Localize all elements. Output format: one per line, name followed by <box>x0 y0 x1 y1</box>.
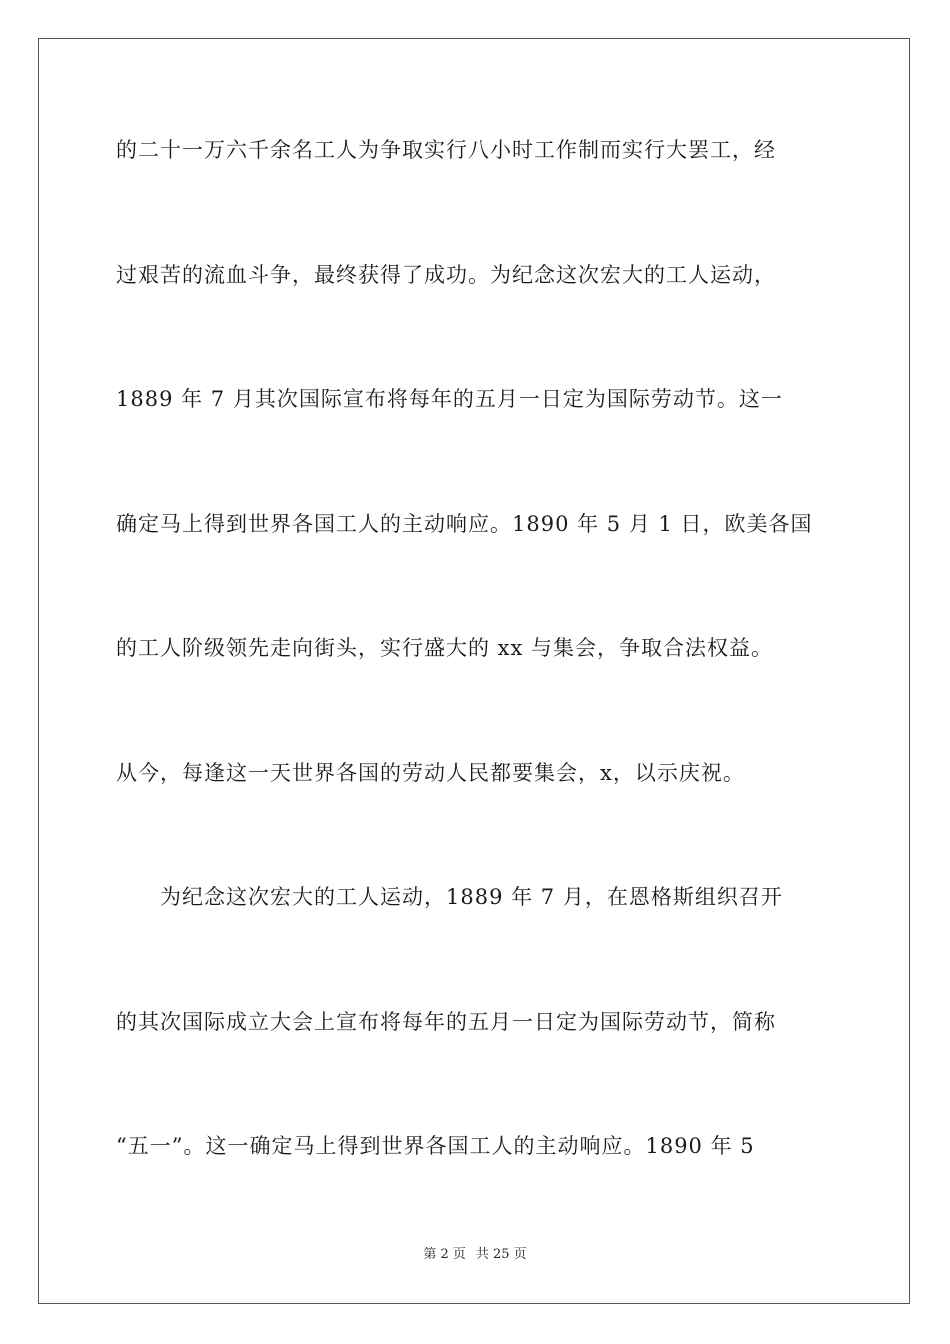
text-line: 过艰苦的流血斗争，最终获得了成功。为纪念这次宏大的工人运动， <box>116 263 776 287</box>
page-footer <box>0 1246 950 1264</box>
page-total: 共 25 页 <box>475 1247 527 1262</box>
text-line: 的二十一万六千余名工人为争取实行八小时工作制而实行大罢工，经 <box>116 138 776 162</box>
text-line: “五一”。这一确定马上得到世界各国工人的主动响应。1890 年 5 <box>116 1134 755 1158</box>
text-line: 1889 年 7 月其次国际宣布将每年的五月一日定为国际劳动节。这一 <box>116 387 783 411</box>
text-line: 的工人阶级领先走向街头，实行盛大的 xx 与集会，争取合法权益。 <box>116 636 774 660</box>
text-line: 从今，每逢这一天世界各国的劳动人民都要集会，x，以示庆祝。 <box>116 761 745 785</box>
text-line: 确定马上得到世界各国工人的主动响应。1890 年 5 月 1 日，欧美各国 <box>116 512 813 536</box>
text-line: 为纪念这次宏大的工人运动，1889 年 7 月，在恩格斯组织召开 <box>116 885 783 909</box>
page-number: 第 2 页 <box>423 1247 466 1262</box>
text-line: 的其次国际成立大会上宣布将每年的五月一日定为国际劳动节，简称 <box>116 1010 776 1034</box>
page-border <box>38 38 910 1304</box>
